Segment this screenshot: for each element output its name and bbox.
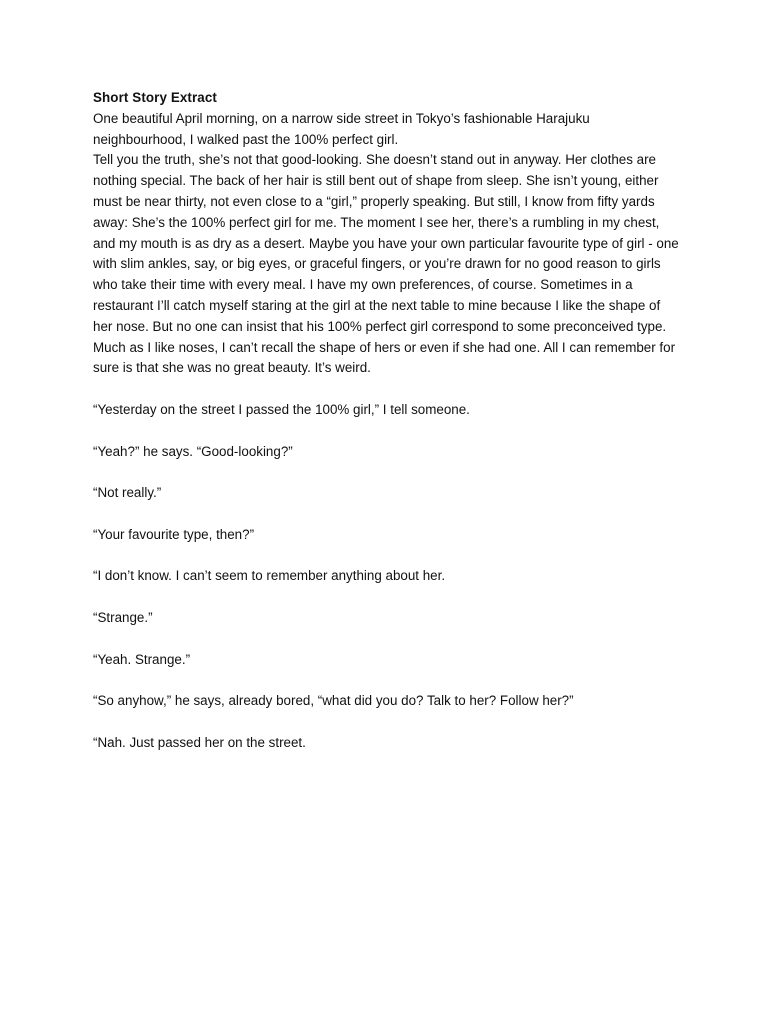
dialogue-line-4: “Your favourite type, then?” [93,526,255,542]
story-paragraph-1: One beautiful April morning, on a narrow side street in Tokyo’s fashionable Harajuku neighbourhood, I walked past the 100% perfect girl. [93,110,590,147]
dialogue-line-7: “Yeah. Strange.” [93,651,191,667]
dialogue-line-9: “Nah. Just passed her on the street. [93,734,306,750]
document-body [93,88,683,774]
dialogue-line-6: “Strange.” [93,609,153,625]
story-paragraph-2: Tell you the truth, she’s not that good-looking. She doesn’t stand out in anyway. Her clothes are nothing special. The back of her hair is still bent out of shape from sleep. She isn’t young, either must be near thirty, not even close to a “girl,” properly speaking. But still, I know from fifty yards away: She’s the 100% perfect girl for me. The moment I see her, there’s a rumbling in my chest, and my mouth is as dry as a desert. Maybe you have your own particular favourite type of girl - one with slim ankles, say, or big eyes, or graceful fingers, or you’re drawn for no good reason to girls who take their time with every meal. I have my own preferences, of course. Sometimes in a restaurant I’ll catch myself staring at the girl at the next table to mine because I like the shape of her nose. But no one can insist that his 100% perfect girl correspond to some preconceived type. Much as I like noses, I can’t recall the shape of hers or even if she had one. All I can remember for sure is that she was no great beauty. It’s weird. [93,152,679,376]
dialogue-line-8: “So anyhow,” he says, already bored, “what did you do? Talk to her? Follow her?” [93,693,574,709]
dialogue-line-2: “Yeah?” he says. “Good-looking?” [93,443,293,459]
dialogue-line-5: “I don’t know. I can’t seem to remember anything about her. [93,568,446,584]
dialogue-line-3: “Not really.” [93,485,162,501]
document-title: Short Story Extract [93,90,217,105]
dialogue-line-1: “Yesterday on the street I passed the 100% girl,” I tell someone. [93,401,470,417]
